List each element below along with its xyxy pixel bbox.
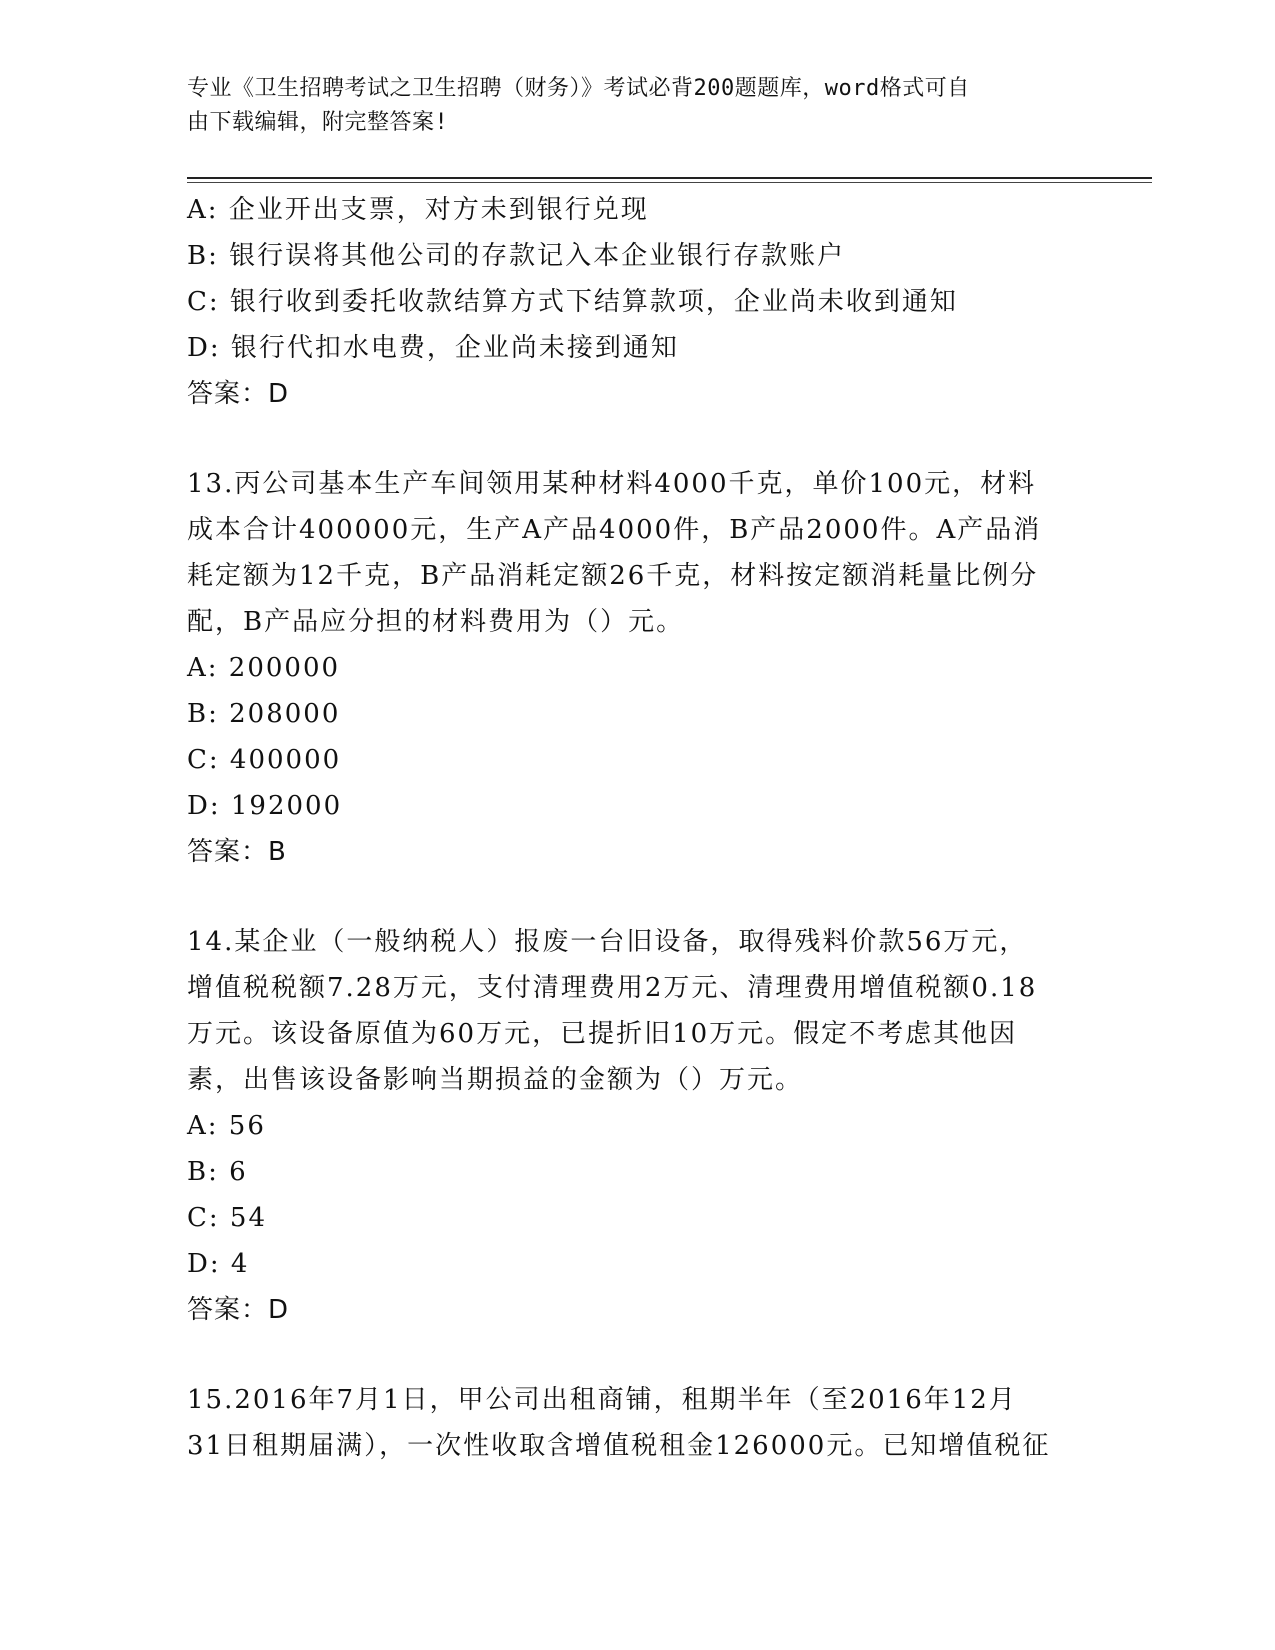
- question-text-line: 素，出售该设备影响当期损益的金额为（）万元。: [187, 1065, 804, 1095]
- question-text-line: 耗定额为12千克，B产品消耗定额26千克，材料按定额消耗量比例分: [187, 561, 1039, 591]
- option-d: D: 银行代扣水电费，企业尚未接到通知: [187, 333, 679, 363]
- question-text-line: 万元。该设备原值为60万元，已提折旧10万元。假定不考虑其他因: [187, 1019, 1018, 1049]
- option-c: C: 54: [187, 1203, 268, 1233]
- option-c: C: 银行收到委托收款结算方式下结算款项，企业尚未收到通知: [187, 287, 958, 317]
- question-text-line: 配，B产品应分担的材料费用为（）元。: [187, 607, 685, 637]
- question-text-line: 31日租期届满），一次性收取含增值税租金126000元。已知增值税征: [187, 1431, 1051, 1461]
- option-a: A: 200000: [187, 653, 341, 683]
- header-divider: [187, 177, 1152, 179]
- option-c: C: 400000: [187, 745, 342, 775]
- option-b: B: 208000: [187, 699, 341, 729]
- document-header: [187, 72, 1087, 140]
- header-line: 由下载编辑，附完整答案!: [187, 110, 449, 135]
- option-d: D: 192000: [187, 791, 343, 821]
- question-text-line: 14.某企业（一般纳税人）报废一台旧设备，取得残料价款56万元，: [187, 927, 1028, 957]
- question-text-line: 15.2016年7月1日，甲公司出租商铺，租期半年（至2016年12月: [187, 1385, 1017, 1415]
- answer-line: 答案：D: [187, 1295, 290, 1325]
- option-a: A: 56: [187, 1111, 266, 1141]
- option-d: D: 4: [187, 1249, 250, 1279]
- question-list: [187, 187, 1087, 1469]
- header-line: 专业《卫生招聘考试之卫生招聘（财务）》考试必背200题题库，word格式可自: [187, 76, 970, 101]
- question-15: [187, 1377, 1087, 1469]
- question-14: [187, 919, 1087, 1333]
- question-12-tail: [187, 187, 1087, 417]
- answer-line: 答案：D: [187, 379, 290, 409]
- answer-line: 答案：B: [187, 837, 287, 867]
- option-b: B: 6: [187, 1157, 248, 1187]
- header-divider-thin: [187, 182, 1152, 183]
- option-b: B: 银行误将其他公司的存款记入本企业银行存款账户: [187, 241, 846, 271]
- question-13: [187, 461, 1087, 875]
- question-text-line: 13.丙公司基本生产车间领用某种材料4000千克，单价100元，材料: [187, 469, 1037, 499]
- question-text-line: 成本合计400000元，生产A产品4000件，B产品2000件。A产品消: [187, 515, 1042, 545]
- question-text-line: 增值税税额7.28万元，支付清理费用2万元、清理费用增值税额0.18: [187, 973, 1038, 1003]
- option-a: A: 企业开出支票，对方未到银行兑现: [187, 195, 649, 225]
